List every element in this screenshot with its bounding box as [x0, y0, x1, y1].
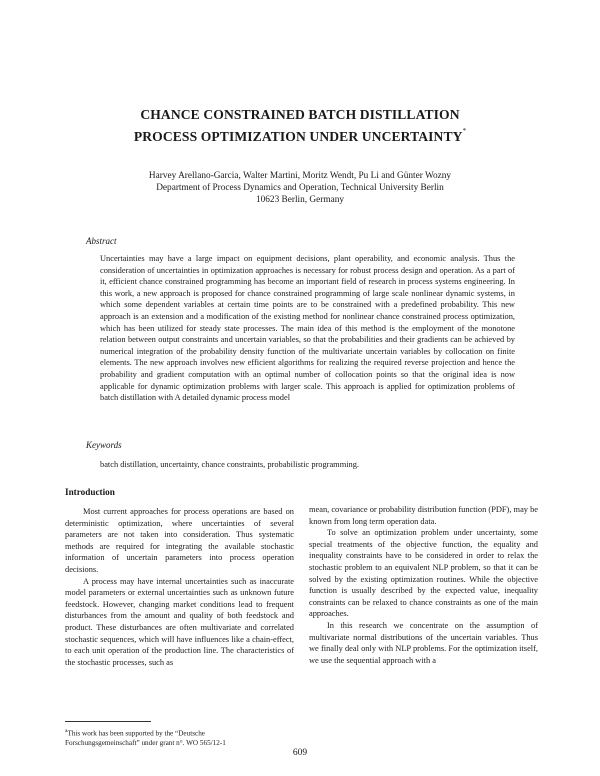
footnote-line-1: [65, 726, 305, 738]
left-column: [65, 506, 294, 668]
keywords-text: batch distillation, uncertainty, chance constraints, probabilistic programming.: [100, 460, 360, 469]
keywords-label: Keywords: [86, 440, 122, 450]
footnote-line-2: Forschungsgemeinschaft” under grant n°. WO 565/12-1: [65, 739, 226, 748]
paper-title: [60, 107, 540, 145]
abstract-label: Abstract: [86, 236, 117, 246]
abstract-text: Uncertainties may have a large impact on equipment decisions, plant operability, and economic analysis. Thus the consideration of uncertainties in optimization approaches is necessary for robust process design and operation. As a part of it, efficient chance constrained programming has become an important field of research in process systems engineering. In this work, a new approach is proposed for chance constrained programming of large scale nonlinear dynamic systems, in which some dependent variables at certain time points are to be constrained with a predefined probability. This new approach is an extension and a modification of the existing method for nonlinear chance constrained process optimization, which has been utilized for steady state processes. The main idea of this method is the employment of the monotone relation between output constraints and uncertain variables, so that the probabilities and their gradients can be achieved by numerical integration of the probability density function of the multivariate uncertain variables by collocation on finite elements. The new approach involves new efficient algorithms for realizing the required reverse projection and hence the probability and gradient computation with an optimal number of collocation points so that the original idea is now applicable for dynamic optimization problems with larger scale. This approach is applied for optimization problems of batch distillation with A detailed dynamic process model: [100, 254, 515, 403]
title-line-2: [60, 123, 540, 145]
right-column: [309, 504, 538, 666]
intro-paragraph-2: A process may have internal uncertainties such as inaccurate model parameters or external uncertainties such as unknown future feedstock. However, changing market conditions lead to frequent disturbances from the amount and quality of both feedstock and product. These disturbances are often multivariate and correlated stochastic sequences, which will have influences like a chain-effect, to each unit operation of the production line. The characteristics of the stochastic processes, such as: [65, 576, 294, 667]
intro-paragraph-3: mean, covariance or probability distribution function (PDF), may be known from long term operation data.: [309, 505, 538, 526]
footnote: [65, 726, 305, 748]
page-number: 609: [292, 748, 308, 758]
author-block: [60, 170, 540, 206]
title-line-1: CHANCE CONSTRAINED BATCH DISTILLATION: [140, 107, 460, 122]
footnote-divider: [65, 721, 151, 722]
intro-paragraph-1: Most current approaches for process operations are based on deterministic optimization, where uncertainties of several parameters are not taken into consideration. Thus systematic methods are required for integrating the available stochastic information of uncertain parameters into process operation decisions.: [65, 507, 294, 574]
footnote-line-1-text: This work has been supported by the “Deutsche: [67, 729, 205, 738]
author-affiliation: Department of Process Dynamics and Operation, Technical University Berlin: [156, 183, 444, 193]
author-names: Harvey Arellano-Garcia, Walter Martini, Moritz Wendt, Pu Li and Günter Wozny: [148, 171, 452, 181]
footnote-mark: a: [65, 728, 68, 734]
author-address: 10623 Berlin, Germany: [255, 195, 345, 205]
title-line-2-text: PROCESS OPTIMIZATION UNDER UNCERTAINTY: [133, 129, 463, 144]
title-footnote-mark: *: [462, 127, 467, 135]
introduction-heading: Introduction: [65, 487, 115, 497]
intro-paragraph-5: In this research we concentrate on the assumption of multivariate normal distributions of the uncertain variables. Thus we finally deal only with NLP problems. For the optimization itself, we use the sequential approach with a: [309, 620, 538, 665]
intro-paragraph-4: To solve an optimization problem under uncertainty, some special treatments of the objective function, the equality and inequality constraints have to be considered in order to relax the stochastic problem to an equivalent NLP problem, so that it can be solved by the existing optimization routines. While the objective function is usually described by the expected value, inequality constraints can be relaxed to chance constraints as one of the main approaches.: [309, 528, 538, 619]
